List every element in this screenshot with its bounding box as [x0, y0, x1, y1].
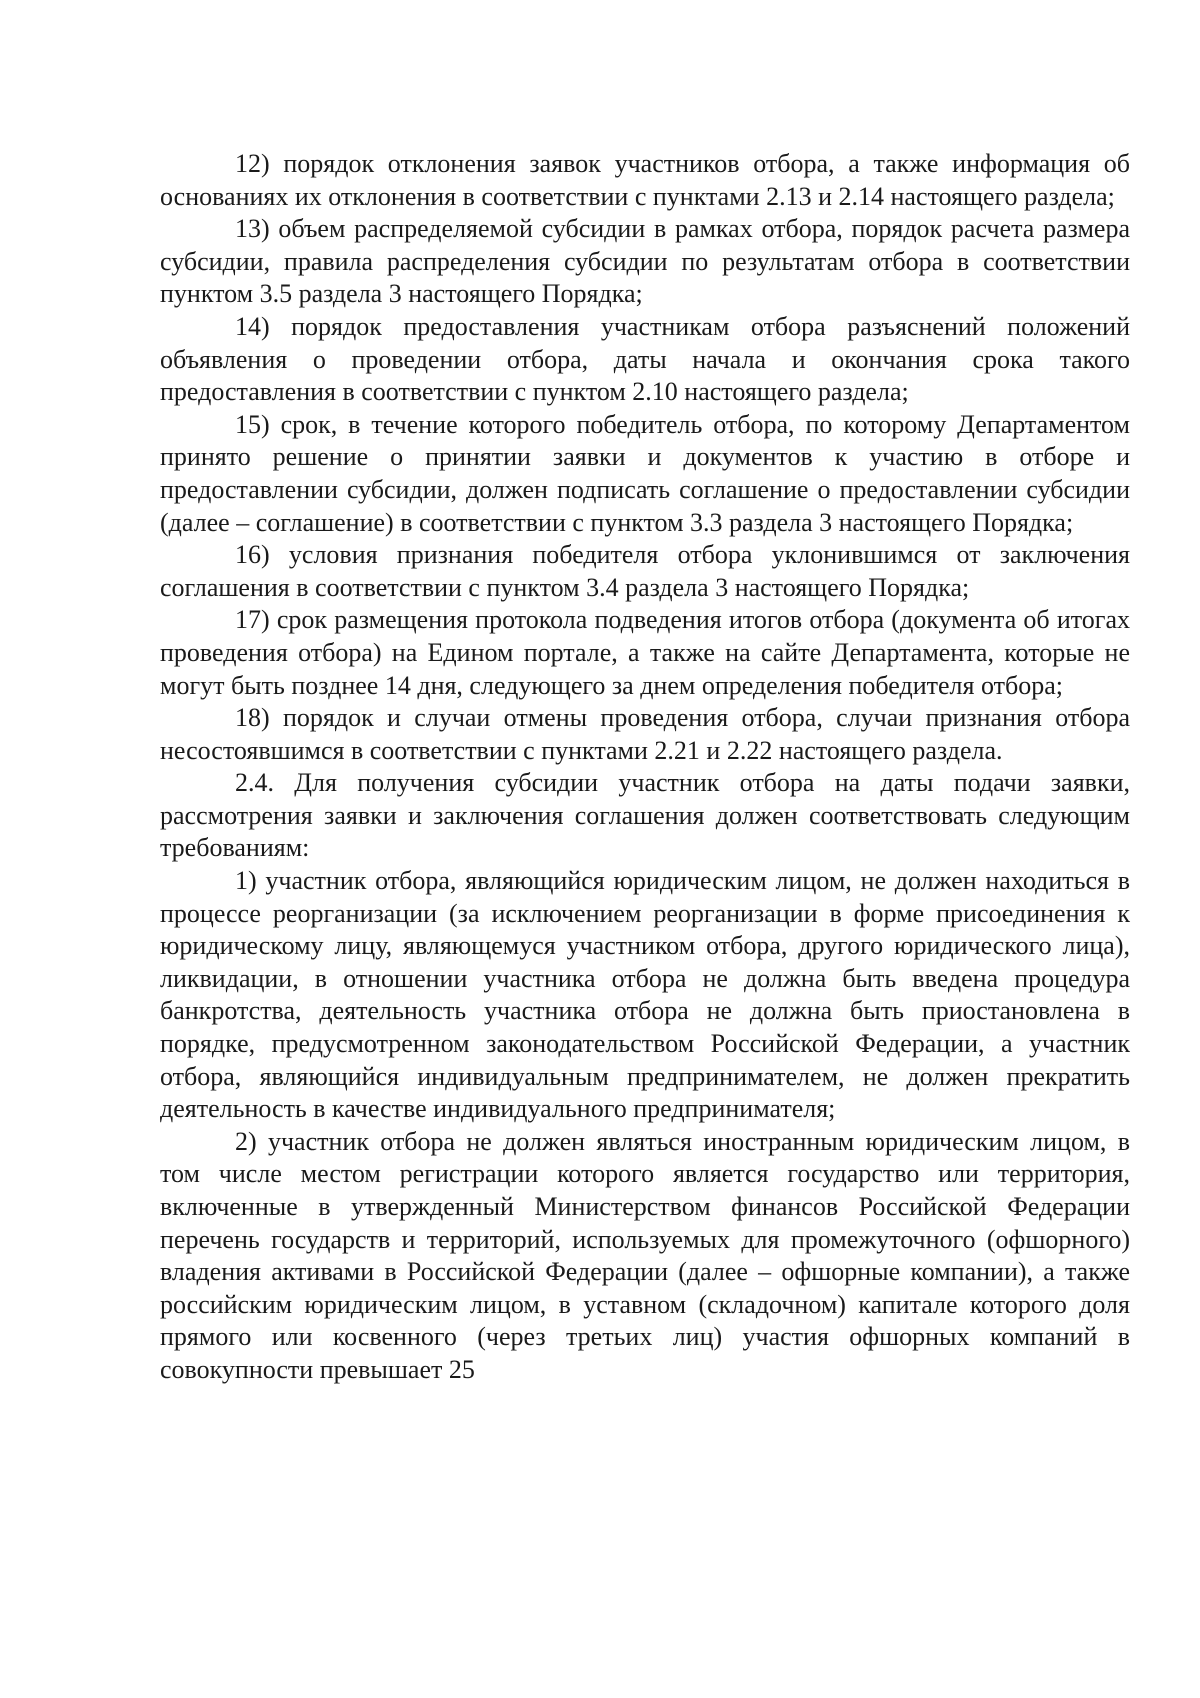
paragraph-requirement-2: 2) участник отбора не должен являться иностранным юридическим лицом, в том числе местом регистрации которого является государство или территория, включенные в утвержденный Министерством финансов Российской Федерации перечень государств и территорий, используемых для промежуточного (офшорного) владения активами в Российской Федерации (далее – офшорные компании), а также российским юридическим лицом, в уставном (складочном) капитале которого доля прямого или косвенного (через третьих лиц) участия офшорных компаний в совокупности превышает 25 — [160, 1126, 1130, 1384]
paragraph-section-2-4: 2.4. Для получения субсидии участник отбора на даты подачи заявки, рассмотрения заявки и заключения соглашения должен соответствовать следующим требованиям: — [160, 768, 1130, 863]
paragraph-item-14: 14) порядок предоставления участникам отбора разъяснений положений объявления о проведении отбора, даты начала и окончания срока такого предоставления в соответствии с пунктом 2.10 настоящего раздела; — [160, 311, 1130, 407]
paragraph-item-13: 13) объем распределяемой субсидии в рамках отбора, порядок расчета размера субсидии, правила распределения субсидии по результатам отбора в соответствии пунктом 3.5 раздела 3 настоящего Порядка; — [160, 214, 1130, 309]
paragraph-item-16: 16) условия признания победителя отбора уклонившимся от заключения соглашения в соответствии с пунктом 3.4 раздела 3 настоящего Порядка; — [160, 540, 1130, 602]
paragraph-item-12: 12) порядок отклонения заявок участников отбора, а также информация об основаниях их отклонения в соответствии с пунктами 2.13 и 2.14 настоящего раздела; — [160, 149, 1130, 211]
paragraph-item-15: 15) срок, в течение которого победитель отбора, по которому Департаментом принято решение о принятии заявки и документов к участию в отборе и предоставлении субсидии, должен подписать соглашение о предоставлении субсидии (далее – соглашение) в соответствии с пунктом 3.3 раздела 3 настоящего Порядка; — [160, 409, 1130, 537]
paragraph-item-17: 17) срок размещения протокола подведения итогов отбора (документа об итогах проведения отбора) на Едином портале, а также на сайте Департамента, которые не могут быть позднее 14 дня, следующего за днем определения победителя отбора; — [160, 605, 1130, 700]
document-page — [160, 148, 1130, 1387]
paragraph-item-18: 18) порядок и случаи отмены проведения отбора, случаи признания отбора несостоявшимся в соответствии с пунктами 2.21 и 2.22 настоящего раздела. — [160, 703, 1130, 765]
paragraph-requirement-1: 1) участник отбора, являющийся юридическим лицом, не должен находиться в процессе реорганизации (за исключением реорганизации в форме присоединения к юридическому лицу, являющемуся участником отбора, другого юридического лица), ликвидации, в отношении участника отбора не должна быть введена процедура банкротства, деятельность участника отбора не должна быть приостановлена в порядке, предусмотренном законодательством Российской Федерации, а участник отбора, являющийся индивидуальным предпринимателем, не должен прекратить деятельность в качестве индивидуального предпринимателя; — [160, 866, 1130, 1124]
